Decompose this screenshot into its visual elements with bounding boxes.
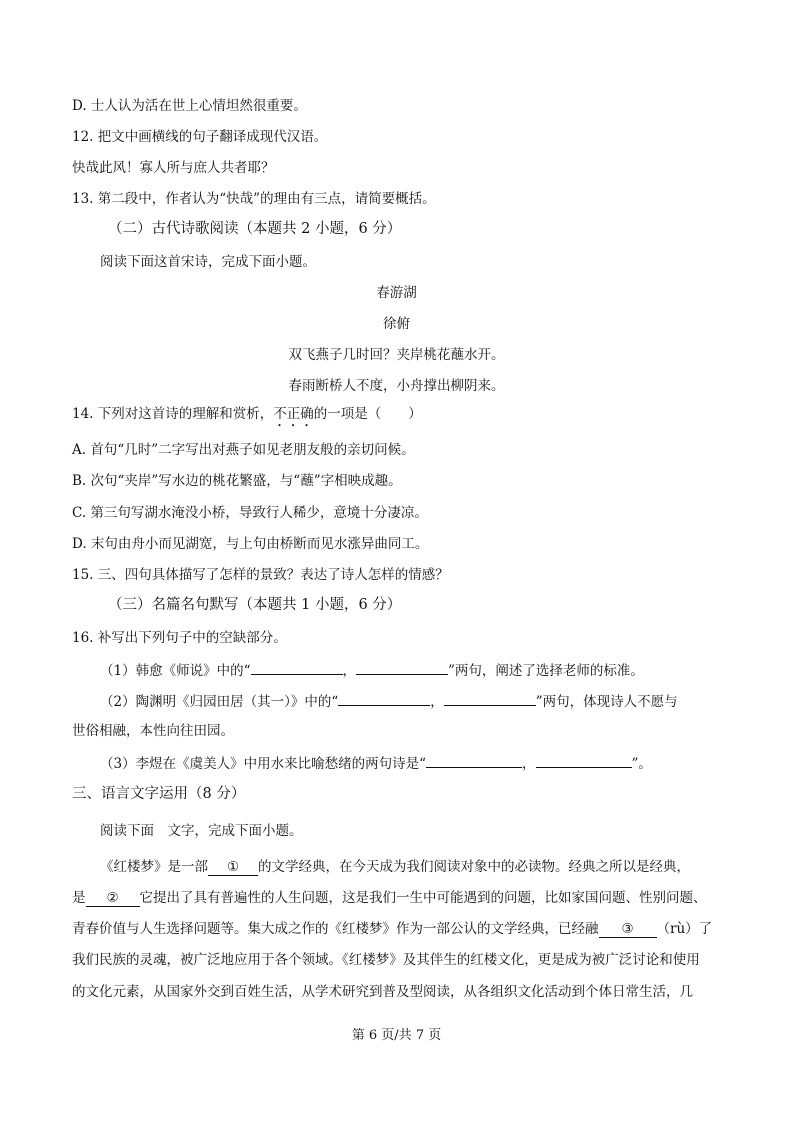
poem-line-2: 春雨断桥人不度，小舟撑出柳阴来。 <box>288 378 505 394</box>
q16-item-2-continuation: 世俗相融，本性向往田园。 <box>72 723 234 739</box>
q16-item-3-blank-a[interactable] <box>426 752 522 768</box>
language-paragraph-line-2 <box>72 888 707 908</box>
language-paragraph-line-4: 我们民族的灵魂，被广泛地应用于各个领域。《红楼梦》及其伴生的红楼文化，更是成为被广泛讨论和使用 <box>72 952 700 968</box>
dictation-section-heading: （三）名篇名句默写（本题共 1 小题，6 分） <box>108 597 402 613</box>
blank-2[interactable]: ② <box>86 890 140 907</box>
q16-item-1-suffix: ”两句，阐述了选择老师的标准。 <box>448 663 644 679</box>
q16-item-3-suffix: ”。 <box>631 756 652 772</box>
q16-item-2-suffix: ”两句，体现诗人不愿与 <box>535 694 678 710</box>
q14-question-suffix: 的一项是（ ） <box>313 406 422 422</box>
poetry-section-heading: （二）古代诗歌阅读（本题共 2 小题，6 分） <box>108 221 402 237</box>
blank-3[interactable]: ③ <box>599 921 657 938</box>
q16-item-1-blank-a[interactable] <box>251 659 343 675</box>
paragraph-text: 青春价值与人生选择问题等。集大成之作的《红楼梦》作为一部公认的文学经典，已经融 <box>72 921 599 937</box>
q12-question: 12. 把文中画横线的句子翻译成现代汉语。 <box>72 129 328 145</box>
q12-sentence: 快哉此风！寡人所与庶人共者耶？ <box>72 160 275 176</box>
language-instruction: 阅读下面 文字，完成下面小题。 <box>100 823 303 839</box>
language-paragraph-line-3 <box>72 919 712 939</box>
poem-author: 徐俯 <box>383 316 410 332</box>
q16-item-1 <box>100 659 644 681</box>
q16-item-3-prefix: （3）李煜在《虞美人》中用水来比喻愁绪的两句诗是“ <box>100 756 426 772</box>
language-paragraph-line-5: 的文化元素，从国家外交到百姓生活，从学术研究到普及型阅读，从各组织文化活动到个体日常生活，几 <box>72 984 693 1000</box>
q16-item-3 <box>100 752 652 774</box>
blank-1[interactable]: ① <box>208 859 258 876</box>
q16-item-1-blank-b[interactable] <box>356 659 448 675</box>
q15-question: 15. 三、四句具体描写了怎样的景致？表达了诗人怎样的情感？ <box>72 567 449 583</box>
language-section-heading: 三、语言文字运用（8 分） <box>72 786 246 802</box>
q11-option-d: D. 士人认为活在世上心情坦然很重要。 <box>72 98 307 114</box>
q16-item-2-prefix: （2）陶渊明《归园田居（其一）》中的“ <box>100 694 339 710</box>
q16-item-2-blank-a[interactable] <box>338 690 430 706</box>
q16-question: 16. 补写出下列句子中的空缺部分。 <box>72 630 287 646</box>
q16-item-2-blank-b[interactable] <box>444 690 536 706</box>
q16-item-2-sep: ， <box>430 694 444 710</box>
q14-option-d: D. 末句由舟小而见湖宽，与上句由桥断而见水涨异曲同工。 <box>72 536 429 552</box>
q13-question: 13. 第二段中，作者认为“快哉”的理由有三点，请简要概括。 <box>72 191 436 207</box>
q16-item-1-sep: ， <box>342 663 356 679</box>
page-number: 第 6 页/共 7 页 <box>351 1028 442 1043</box>
paragraph-text: 是 <box>72 890 86 906</box>
q16-item-3-sep: ， <box>522 756 536 772</box>
paragraph-text: 《红楼梦》是一部 <box>100 859 208 875</box>
q14-option-b: B. 次句“夹岸”写水边的桃花繁盛，与“蘸”字相映成趣。 <box>72 473 402 489</box>
q14-question <box>72 404 422 430</box>
q14-option-a: A. 首句“几时”二字写出对燕子如见老朋友般的亲切问候。 <box>72 442 415 458</box>
q16-item-2 <box>100 690 678 712</box>
language-paragraph-line-1 <box>100 857 690 877</box>
q14-option-c: C. 第三句写湖水淹没小桥，导致行人稀少，意境十分凄凉。 <box>72 505 428 521</box>
q14-question-prefix: 14. 下列对这首诗的理解和赏析， <box>72 406 274 422</box>
q16-item-1-prefix: （1）韩愈《师说》中的“ <box>100 663 251 679</box>
q14-question-emphasis: 不正确 <box>273 406 314 422</box>
paragraph-text: 的文学经典，在今天成为我们阅读对象中的必读物。经典之所以是经典， <box>258 859 690 875</box>
poetry-instruction: 阅读下面这首宋诗，完成下面小题。 <box>100 254 316 270</box>
paragraph-text: （rù）了 <box>656 921 713 937</box>
paragraph-text: 它提出了具有普遍性的人生问题，这是我们一生中可能遇到的问题，比如家国问题、性别问题、 <box>139 890 707 906</box>
poem-line-1: 双飞燕子几时回？夹岸桃花蘸水开。 <box>288 347 505 363</box>
poem-title: 春游湖 <box>376 285 417 301</box>
q16-item-3-blank-b[interactable] <box>536 752 632 768</box>
